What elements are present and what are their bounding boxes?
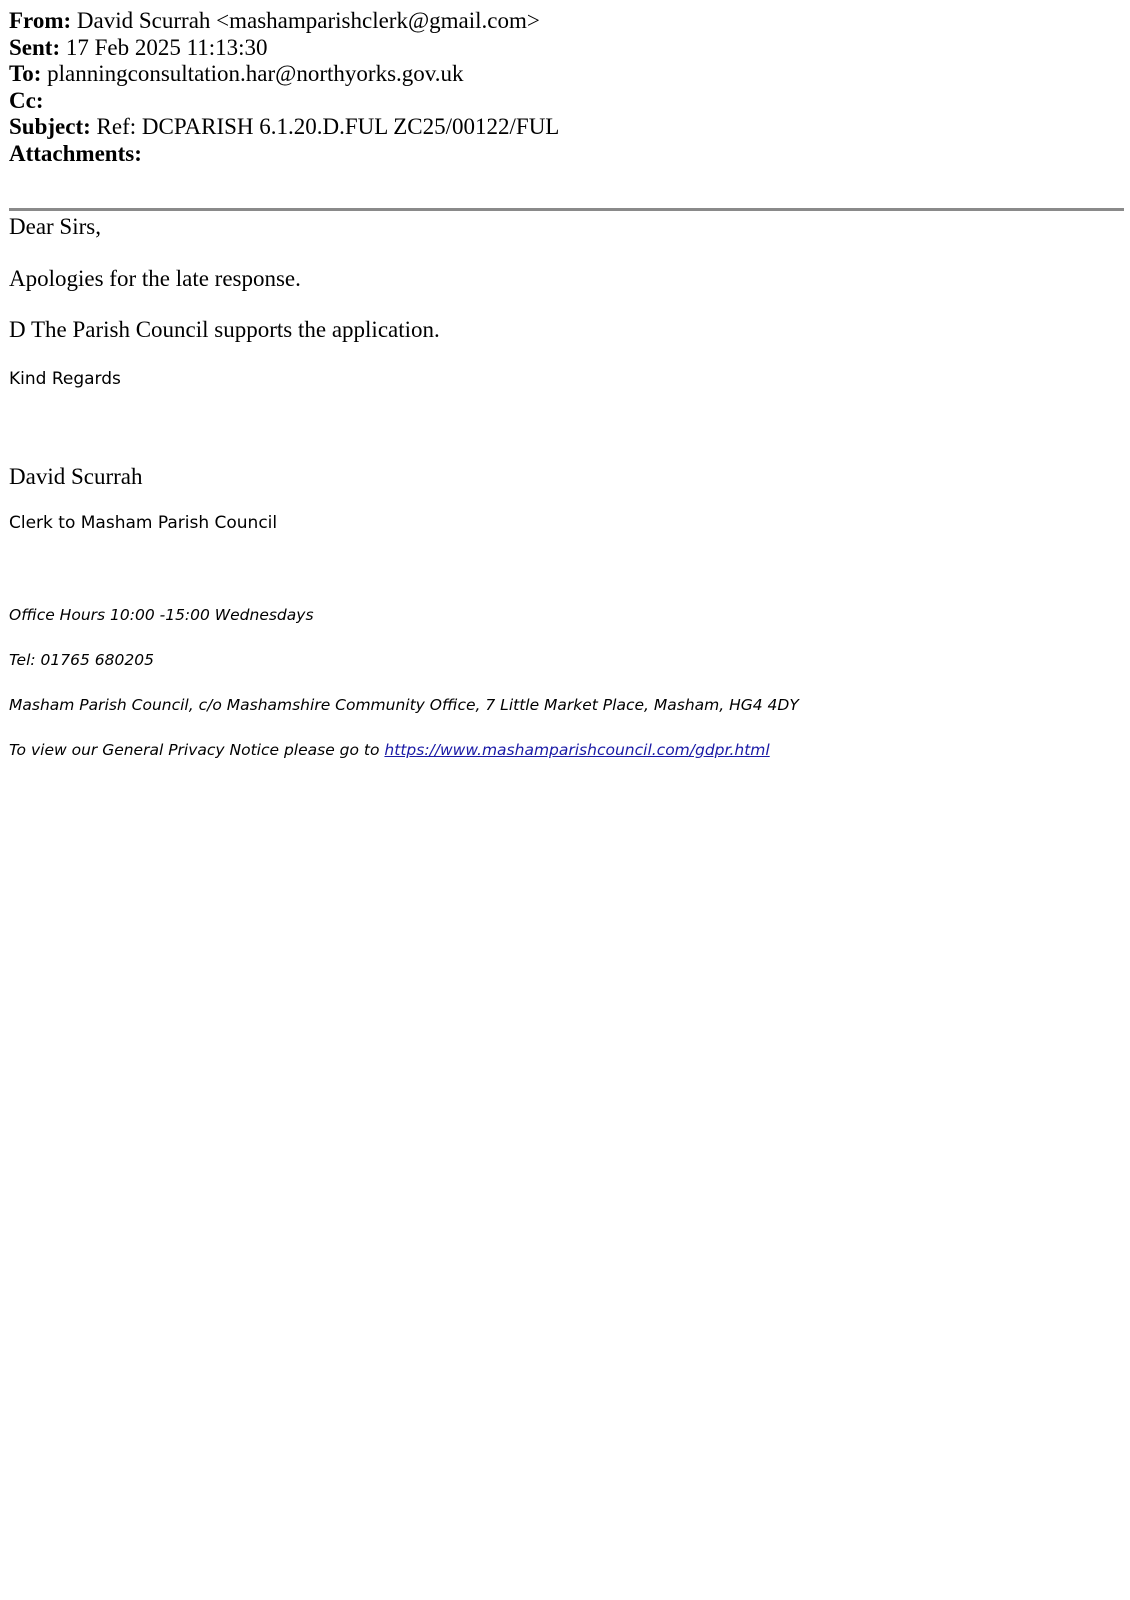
signature-name: David Scurrah [9, 464, 143, 489]
to-label: To: [9, 61, 42, 86]
signature-role: Clerk to Masham Parish Council [9, 513, 278, 533]
from-value: David Scurrah <mashamparishclerk@gmail.com> [76, 8, 540, 33]
privacy-prefix: To view our General Privacy Notice please go to [9, 741, 385, 759]
header-divider [9, 208, 1124, 211]
attachments-label: Attachments: [9, 140, 142, 166]
closing: Kind Regards [9, 369, 121, 389]
from-row [9, 8, 1124, 35]
subject-row [9, 114, 1124, 141]
cc-row [9, 88, 1124, 115]
sent-value: 17 Feb 2025 11:13:30 [65, 34, 268, 60]
sent-label: Sent: [9, 34, 61, 60]
cc-label: Cc: [9, 87, 44, 113]
attachments-row [9, 141, 1124, 168]
to-value: planningconsultation.har@northyorks.gov.uk [47, 61, 464, 86]
office-hours: Office Hours 10:00 -15:00 Wednesdays [9, 606, 314, 624]
body-line-apology: Apologies for the late response. [9, 266, 301, 291]
address: Masham Parish Council, c/o Mashamshire Community Office, 7 Little Market Place, Masham, HG4 4DY [9, 696, 799, 714]
to-row [9, 61, 1124, 88]
body-line-support: D The Parish Council supports the application. [9, 317, 440, 342]
privacy-link[interactable]: https://www.mashamparishcouncil.com/gdpr.html [384, 741, 770, 759]
email-header [9, 8, 1124, 167]
email-page [9, 8, 1124, 759]
from-label: From: [9, 8, 72, 33]
privacy-notice [9, 741, 770, 759]
telephone: Tel: 01765 680205 [9, 651, 154, 669]
greeting: Dear Sirs, [9, 214, 101, 239]
subject-label: Subject: [9, 114, 91, 139]
subject-value: Ref: DCPARISH 6.1.20.D.FUL ZC25/00122/FUL [96, 114, 560, 139]
sent-row [9, 35, 1124, 62]
